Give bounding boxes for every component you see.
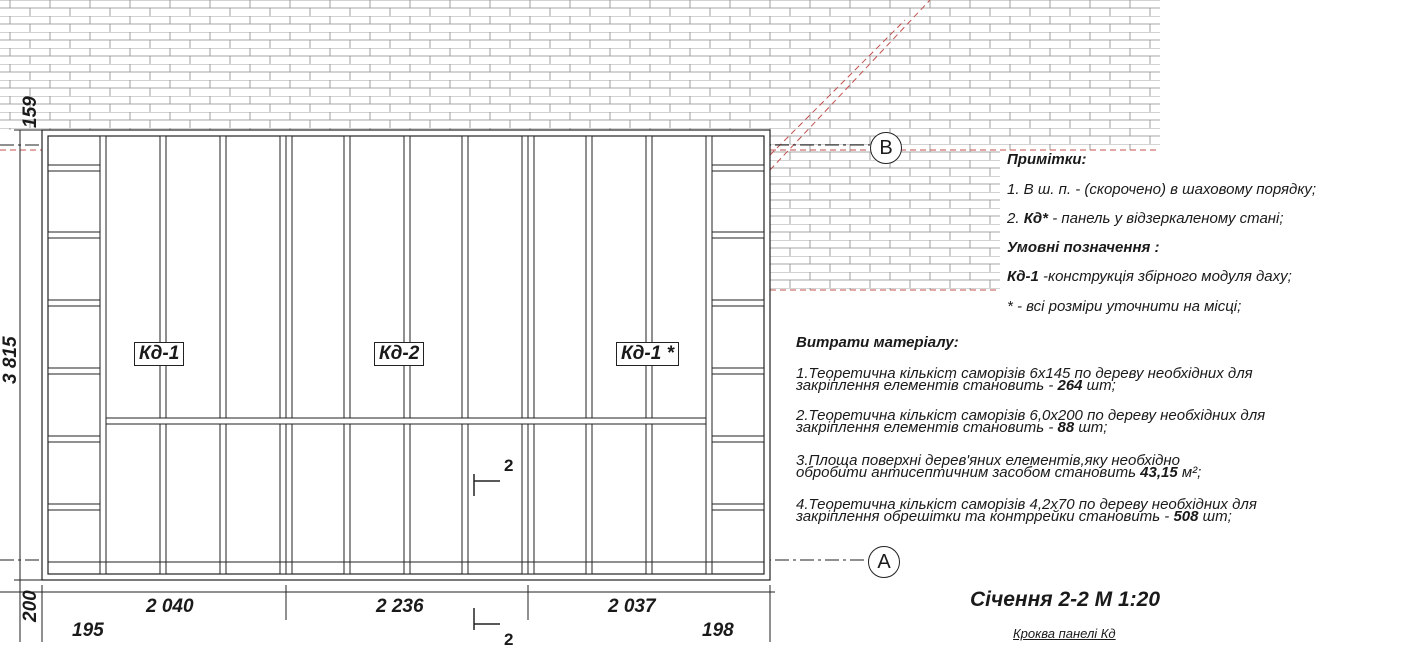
materials-item-2-text: закріплення елементів становить - bbox=[796, 419, 1058, 436]
notes-heading: Примітки: bbox=[1007, 151, 1087, 168]
materials-item-2-line-a: 2.Теоретична кількіст саморізів 6,0х200 по дереву необхідних для bbox=[796, 407, 1266, 424]
materials-item-3-value: 43,15 bbox=[1140, 464, 1178, 481]
panel-label-kd2: Кд-2 bbox=[374, 342, 424, 366]
panel-label-kd1: Кд-1 bbox=[134, 342, 184, 366]
materials-item-1-unit: шт; bbox=[1082, 377, 1116, 394]
notes-line-2-rest: - панель у відзеркаленому стані; bbox=[1048, 210, 1284, 227]
materials-item-1-line-b bbox=[796, 377, 1396, 394]
materials-item-1-value: 264 bbox=[1057, 377, 1083, 394]
dim-bottom-3: 2 037 bbox=[608, 596, 656, 617]
mid-rail bbox=[106, 418, 706, 424]
legend-heading: Умовні позначення : bbox=[1007, 239, 1160, 256]
materials-item-3-line-a: 3.Площа поверхні дерев'яних елементів,яку необхідно bbox=[796, 452, 1180, 469]
materials-item-3-unit: м²; bbox=[1177, 464, 1202, 481]
materials-item-4-line-b bbox=[796, 508, 1396, 525]
materials-item-1 bbox=[796, 365, 1396, 394]
legend-line-1 bbox=[1007, 268, 1292, 285]
materials-heading: Витрати матеріалу: bbox=[796, 334, 959, 351]
cut-number-bottom: 2 bbox=[504, 630, 514, 649]
materials-item-2-line-b bbox=[796, 419, 1396, 436]
materials-item-1-line-a: 1.Теоретична кількіст саморізів 6х145 по дереву необхідних для bbox=[796, 365, 1253, 382]
notes-line-2-bold: Кд* bbox=[1023, 210, 1049, 227]
dim-bottom-1: 2 040 bbox=[146, 596, 194, 617]
notes-line-1: 1. В ш. п. - (скорочено) в шаховому порядку; bbox=[1007, 181, 1317, 198]
materials-item-4 bbox=[796, 496, 1396, 525]
notes-line-2 bbox=[1007, 210, 1284, 227]
notes-line-2-prefix: 2. bbox=[1007, 210, 1024, 227]
materials-item-4-text: закріплення обрешітки та контррейки становить - bbox=[796, 508, 1174, 525]
section-subtitle: Кроква панелі Кд bbox=[1013, 626, 1116, 641]
axis-marker-b: B bbox=[870, 132, 902, 164]
materials-item-4-value: 508 bbox=[1173, 508, 1199, 525]
materials-item-4-unit: шт; bbox=[1198, 508, 1232, 525]
materials-item-4-line-a: 4.Теоретична кількіст саморізів 4,2х70 по дереву необхідних для bbox=[796, 496, 1257, 513]
dim-top: 159 bbox=[20, 96, 41, 128]
dim-bottom-2: 2 236 bbox=[376, 596, 424, 617]
dim-bottom-strip: 200 bbox=[20, 590, 41, 622]
legend-line-2: * - всі розміри уточнити на місці; bbox=[1007, 298, 1242, 315]
dim-left-offset: 195 bbox=[72, 620, 104, 641]
materials-item-3-line-b bbox=[796, 464, 1396, 481]
dim-right-offset: 198 bbox=[702, 620, 734, 641]
materials-item-3-text: обробити антисептичним засобом становить bbox=[796, 464, 1141, 481]
cut-number-top: 2 bbox=[504, 456, 514, 475]
materials-item-2-value: 88 bbox=[1057, 419, 1075, 436]
materials-item-3 bbox=[796, 452, 1396, 481]
legend-line-1-bold: Кд-1 bbox=[1007, 268, 1039, 285]
panel-label-kd1-mirrored: Кд-1 * bbox=[616, 342, 679, 366]
materials-item-2-unit: шт; bbox=[1074, 419, 1108, 436]
dim-height: 3 815 bbox=[0, 336, 21, 384]
materials-item-1-text: закріплення елементів становить - bbox=[796, 377, 1058, 394]
section-title: Січення 2-2 М 1:20 bbox=[970, 588, 1161, 611]
materials-item-2 bbox=[796, 407, 1396, 436]
legend-line-1-rest: -конструкція збірного модуля даху; bbox=[1038, 268, 1292, 285]
axis-marker-a: A bbox=[868, 546, 900, 578]
